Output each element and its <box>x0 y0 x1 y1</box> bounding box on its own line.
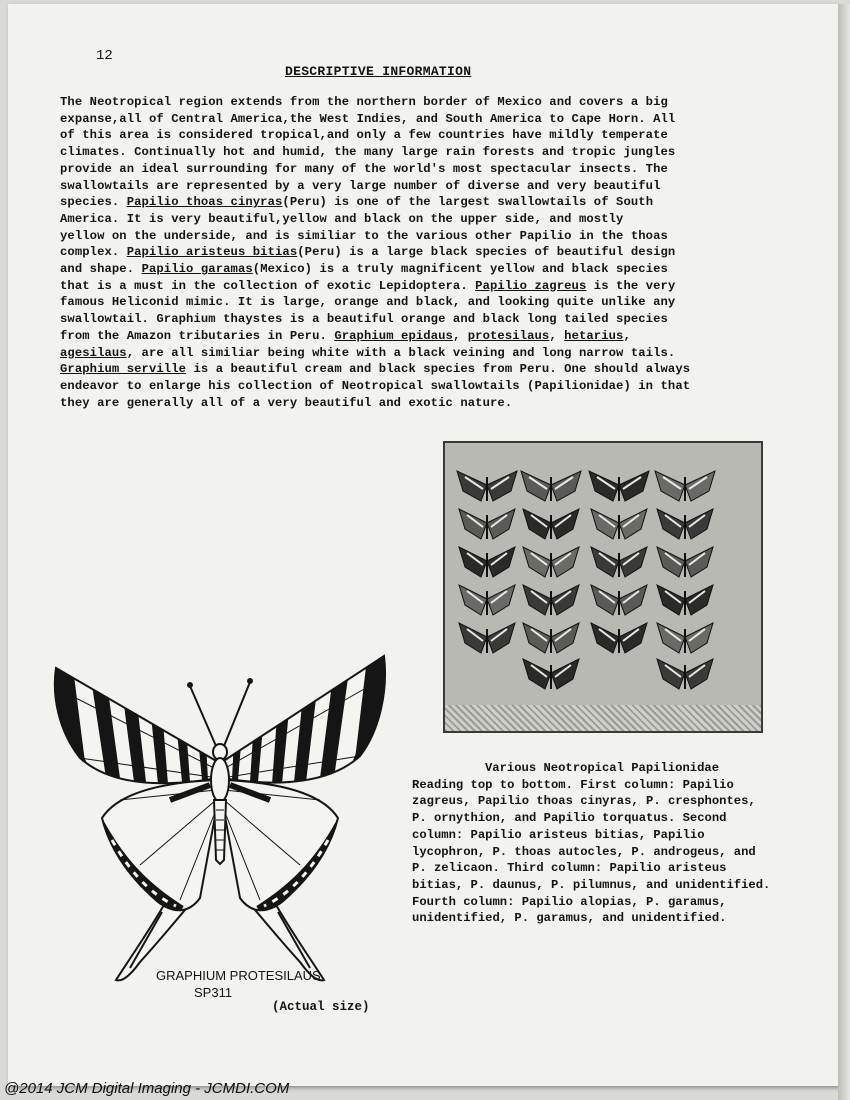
body-text-run: species. <box>60 195 127 210</box>
body-paragraph <box>60 94 790 411</box>
body-text-run: , <box>623 328 631 343</box>
specimen-butterfly <box>591 509 647 539</box>
specimen-butterfly <box>459 623 515 653</box>
body-line <box>60 127 790 144</box>
body-text-run: is the very <box>586 278 676 293</box>
body-text-run: endeavor to enlarge his collection of Neotropical swallowtails (Papilionidae) in that <box>60 378 691 393</box>
specimen-grid <box>455 457 747 705</box>
body-text-run: America. It is very beautiful,yellow and black on the upper side, and mostly <box>60 211 624 226</box>
body-line <box>60 311 790 328</box>
specimen-butterfly <box>523 659 579 689</box>
body-line <box>60 161 790 178</box>
species-name: protesilaus <box>467 328 550 343</box>
body-line <box>60 111 790 128</box>
body-line <box>60 294 790 311</box>
body-line <box>60 211 790 228</box>
body-line <box>60 328 790 345</box>
species-name: Graphium serville <box>60 362 187 377</box>
body-line <box>60 261 790 278</box>
body-line <box>60 378 790 395</box>
specimen-case-photo <box>443 441 763 733</box>
body-text-run: expanse,all of Central America,the West Indies, and South America to Cape Horn. All <box>60 111 676 126</box>
caption-text <box>412 777 832 927</box>
body-text-run: from the Amazon tributaries in Peru. <box>60 328 335 343</box>
body-text-run: (Peru) is one of the largest swallowtails of South <box>282 195 654 210</box>
body-text-run: complex. <box>60 245 127 260</box>
specimen-butterfly <box>655 471 715 501</box>
species-name: Papilio zagreus <box>475 278 587 293</box>
body-text-run: swallowtail. Graphium thaystes is a beautiful orange and black long tailed species <box>60 312 668 327</box>
body-text-run: is a beautiful cream and black species from Peru. One should always <box>186 362 691 377</box>
specimen-butterfly <box>523 585 579 615</box>
specimen-butterfly <box>459 585 515 615</box>
specimen-butterfly <box>591 585 647 615</box>
specimen-butterfly <box>591 547 647 577</box>
body-line <box>60 395 790 412</box>
caption-line: Fourth column: Papilio alopias, P. garamus, <box>412 894 727 909</box>
body-line <box>60 94 790 111</box>
specimen-butterfly <box>657 547 713 577</box>
specimen-butterfly <box>459 547 515 577</box>
body-text-run: (Mexico) is a truly magnificent yellow and black species <box>252 262 668 277</box>
illustration-code: SP311 <box>194 985 233 1000</box>
case-base <box>445 705 761 731</box>
body-text-run: The Neotropical region extends from the northern border of Mexico and covers a big <box>60 95 668 109</box>
body-text-run: they are generally all of a very beautiful and exotic nature. <box>60 395 513 410</box>
specimen-butterfly <box>657 585 713 615</box>
body-text-run: , <box>452 328 468 343</box>
specimen-butterfly <box>523 547 579 577</box>
caption-line: P. zelicaon. Third column: Papilio aristeus <box>412 861 727 876</box>
species-name: Graphium epidaus <box>334 328 453 343</box>
body-line <box>60 345 790 362</box>
specimen-butterfly <box>523 509 579 539</box>
species-name: Papilio garamas <box>141 262 253 277</box>
caption-line: unidentified, P. garamus, and unidentified. <box>412 911 727 926</box>
body-text-run: , are all similiar being white with a black veining and long narrow tails. <box>126 345 676 360</box>
caption-line: column: Papilio aristeus bitias, Papilio <box>412 827 705 842</box>
body-text-run: provide an ideal surrounding for many of the world's most spectacular insects. The <box>60 161 668 176</box>
body-text-run: of this area is considered tropical,and only a few countries have mildly temperate <box>60 128 668 143</box>
species-name: agesilaus <box>60 345 127 360</box>
body-line <box>60 361 790 378</box>
page-title: DESCRIPTIVE INFORMATION <box>285 64 472 79</box>
specimen-butterfly <box>589 471 649 501</box>
body-text-run: swallowtails are represented by a very large number of diverse and very beautiful <box>60 178 661 193</box>
body-line <box>60 178 790 195</box>
body-text-run: that is a must in the collection of exotic Lepidoptera. <box>60 278 476 293</box>
caption-line: lycophron, P. thoas autocles, P. androgeus, and <box>412 844 756 859</box>
specimen-butterfly <box>521 471 581 501</box>
caption-line: bitias, P. daunus, P. pilumnus, and unidentified. <box>412 877 771 892</box>
page-number: 12 <box>96 48 113 64</box>
specimen-butterfly <box>657 659 713 689</box>
specimen-butterfly <box>591 623 647 653</box>
species-name: hetarius <box>564 328 624 343</box>
body-line <box>60 244 790 261</box>
illustration-size-note: (Actual size) <box>272 1000 370 1014</box>
caption-title: Various Neotropical Papilionidae <box>484 761 720 775</box>
specimen-butterfly <box>459 509 515 539</box>
specimen-butterfly <box>457 471 517 501</box>
illustration-species-name: GRAPHIUM PROTESILAUS <box>156 968 321 983</box>
body-text-run: yellow on the underside, and is similiar to the various other Papilio in the thoas <box>60 228 668 243</box>
specimen-butterfly <box>657 623 713 653</box>
species-name: Papilio thoas cinyras <box>126 195 283 210</box>
caption-line: Reading top to bottom. First column: Papilio <box>412 777 734 792</box>
photo-caption <box>412 760 832 927</box>
body-line <box>60 144 790 161</box>
body-text-run: (Peru) is a large black species of beautiful design <box>297 245 676 260</box>
specimen-butterfly <box>657 509 713 539</box>
caption-line: zagreus, Papilio thoas cinyras, P. cresphontes, <box>412 794 756 809</box>
body-line <box>60 278 790 295</box>
species-name: Papilio aristeus bitias <box>126 245 298 260</box>
body-text-run: famous Heliconid mimic. It is large, orange and black, and looking quite unlike any <box>60 295 676 310</box>
specimen-butterfly <box>523 623 579 653</box>
caption-line: P. ornythion, and Papilio torquatus. Second <box>412 811 727 826</box>
body-line <box>60 194 790 211</box>
body-text-run: , <box>549 328 565 343</box>
body-text-run: climates. Continually hot and humid, the many large rain forests and tropic jungles <box>60 145 676 160</box>
graphium-protesilaus-illustration <box>50 650 390 995</box>
page-edge-shadow <box>838 4 850 1100</box>
body-line <box>60 228 790 245</box>
copyright-watermark: @2014 JCM Digital Imaging - JCMDI.COM <box>4 1080 290 1097</box>
body-text-run: and shape. <box>60 262 142 277</box>
